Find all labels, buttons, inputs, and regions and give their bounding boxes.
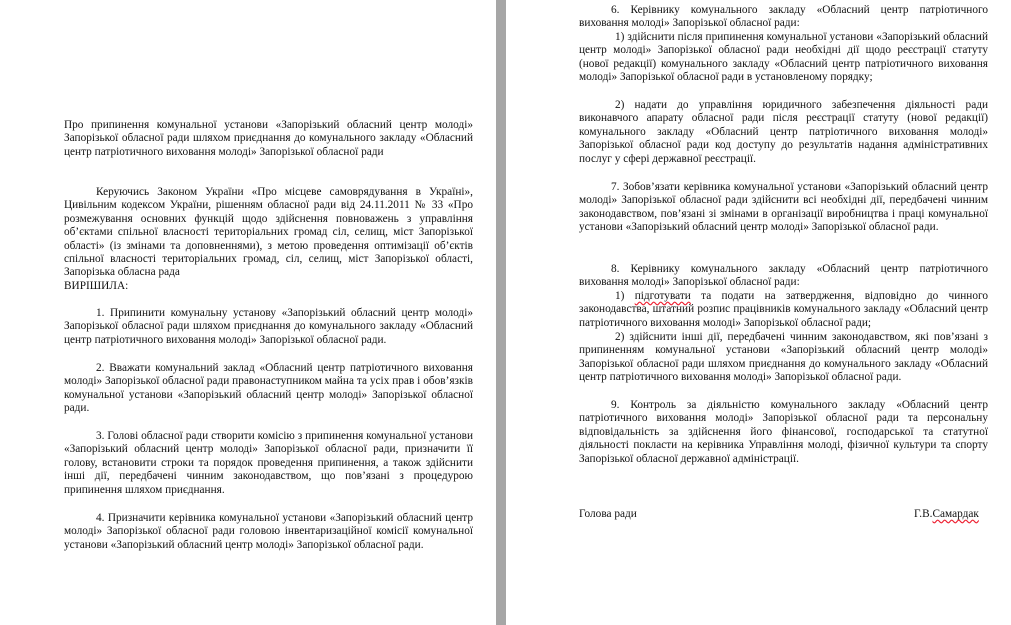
decision-item-8-2: 2) здійснити інші дії, передбачені чинним законодавством, які пов’язані з припиненням комунальної установи «Запорізький обласний центр молоді» Запорізької обласної ради шляхом приєднання до комунального закладу «Обласний центр патріотичного виховання молоді» Запорізької обласної ради. (579, 331, 988, 384)
decision-item-6: 6. Керівнику комунального закладу «Обласний центр патріотичного виховання молоді» Запорізької обласної ради: (579, 4, 988, 30)
decision-item-7: 7. Зобов’язати керівника комунальної установи «Запорізький обласний центр молоді» Запорізької обласної ради здійснити всі необхідні дії, передбачені чинним законодавством, пов’язані зі змінами в організації виробництва і праці комунальної установи «Запорізький обласний центр молоді» Запорізької обласної ради. (579, 181, 988, 234)
decision-item-9: 9. Контроль за діяльністю комунального закладу «Обласний центр патріотичного виховання молоді» Запорізької обласної ради та персональну відповідальність за здійснення його фінансової, господарської та статутної діяльності покласти на керівника Управління молоді, фізичної культури та спорту Запорізької обласної державної адміністрації. (579, 399, 988, 465)
signature-name (914, 508, 979, 521)
preamble-paragraph: Керуючись Законом України «Про місцеве самоврядування в Україні», Цивільним кодексом України, рішенням обласної ради від 24.11.2011 № 33 «Про розмежування основних функцій щодо здійснення повноважень з управління об’єктами спільної власності територіальних громад сіл, селищ, міст Запорізької області» (із змінами та доповненнями), з метою проведення оптимізації об’єктів спільної власності територіальних громад, сіл, селищ, міст Запорізької області, Запорізька обласна рада (64, 186, 473, 279)
signature-initials: Г.В. (914, 508, 933, 520)
decision-item-4: 4. Призначити керівника комунальної установи «Запорізький обласний центр молоді» Запорізької обласної ради головою інвентаризаційної комісії комунальної установи «Запорізький обласний центр молоді» Запорізької обласної ради. (64, 512, 473, 551)
resolved-heading: ВИРІШИЛА: (64, 280, 129, 292)
item-8-1-number: 1) (615, 290, 625, 302)
decision-item-1: 1. Припинити комунальну установу «Запорізький обласний центр молоді» Запорізької обласної ради шляхом приєднання до комунального закладу «Обласний центр патріотичного виховання молоді» Запорізької обласної ради. (64, 307, 473, 346)
decision-item-2: 2. Вважати комунальний заклад «Обласний центр патріотичного виховання молоді» Запорізької обласної ради правонаступником майна та усіх прав і обов’язків комунальної установи «Запорізький обласний центр молоді» Запорізької обласної ради. (64, 362, 473, 415)
decision-item-6-2: 2) надати до управління юридичного забезпечення діяльності ради виконавчого апарату обласної ради після реєстрації статуту (нової редакції) комунального закладу «Обласний центр патріотичного виховання молоді» Запорізької обласної ради код доступу до результатів надання адміністративних послуг у сфері державної реєстрації. (579, 99, 988, 165)
decision-item-6-1: 1) здійснити після припинення комунальної установи «Запорізький обласний центр молоді» Запорізької обласної ради необхідні дії щодо реєстрації статуту (нової редакції) комунального закладу «Обласний центр патріотичного виховання молоді» Запорізької обласної ради в установленому порядку; (579, 31, 988, 84)
decision-item-3: 3. Голові обласної ради створити комісію з припинення комунальної установи «Запорізький обласний центр молоді» Запорізької обласної ради, призначити її голову, встановити строки та порядок проведення припинення, а також здійснити інші дії, передбачені чинним законодавством, що пов’язані з процедурою припинення шляхом приєднання. (64, 430, 473, 496)
signature-surname: Самардак (932, 508, 979, 520)
spellcheck-flagged-word: підготувати (634, 290, 691, 302)
item-8-1-text: та подати на затвердження, відповідно до чинного законодавства, штатний розпис працівників комунального закладу «Обласний центр патріотичного виховання молоді» Запорізької обласної ради; (579, 290, 988, 329)
page-gutter (496, 0, 506, 625)
decision-item-8-1 (579, 290, 988, 330)
signature-title: Голова ради (579, 508, 637, 520)
decision-item-8: 8. Керівнику комунального закладу «Обласний центр патріотичного виховання молоді» Запорізької обласної ради: (579, 263, 988, 289)
document-title: Про припинення комунальної установи «Запорізький обласний центр молоді» Запорізької обласної ради шляхом приєднання до комунального закладу «Обласний центр патріотичного виховання молоді» Запорізької обласної ради (64, 119, 473, 158)
